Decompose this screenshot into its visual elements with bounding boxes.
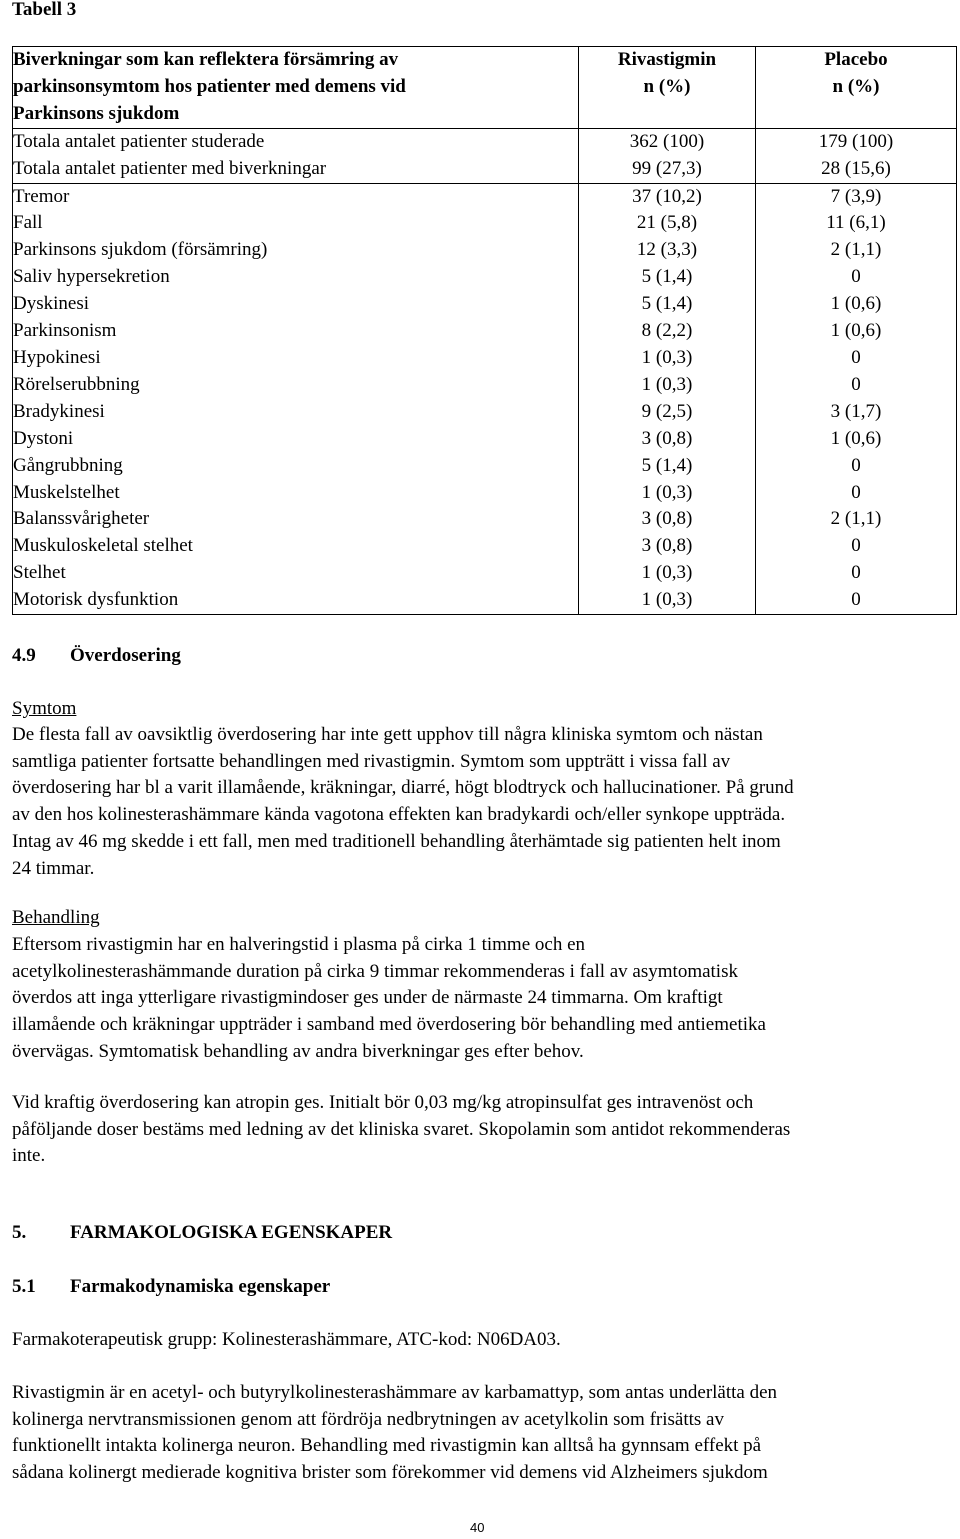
event-rivastigmin-value: 1 (0,3): [641, 589, 693, 611]
event-label: Saliv hypersekretion: [13, 266, 170, 288]
pharmacotherapeutic-group: Farmakoterapeutisk grupp: Kolinesterashämmare, ATC-kod: N06DA03.: [12, 1329, 561, 1350]
header-placebo: Placebo n (%): [756, 47, 957, 129]
event-placebo-value: 0: [851, 266, 861, 288]
symtom-paragraph: De flesta fall av oavsiktlig överdosering har inte gett upphov till några kliniska symtom och nästan samtliga patienter fortsatte behandlingen med rivastigmin. Symtom som uppträtt i vissa fall av överdosering har bl a varit illamående, kräkningar, diarré, högt blodtryck och hallucinationer. På grund av den hos kolinesterashämmare kända vagotona effekten kan bradykardi och/eller synkope uppträda. Intag av 46 mg skedde i ett fall, men med traditionell behandling återhämtade sig patienten helt inom 24 timmar.: [12, 724, 794, 879]
event-placebo-value: 0: [851, 454, 861, 476]
behandling-heading: Behandling: [12, 907, 100, 928]
event-rivastigmin-value: 3 (0,8): [641, 508, 693, 530]
event-placebo-value: 0: [851, 562, 861, 584]
event-rivastigmin-value: 1 (0,3): [641, 373, 693, 395]
totals-placebo: 179 (100) 28 (15,6): [756, 128, 957, 183]
section-5-heading: 5. FARMAKOLOGISKA EGENSKAPER: [12, 1222, 393, 1243]
event-placebo-value: 0: [851, 373, 861, 395]
event-placebo-values: [756, 183, 957, 615]
event-placebo-value: 11 (6,1): [826, 212, 886, 234]
page-number: 40: [470, 1520, 485, 1535]
event-label: Fall: [13, 212, 43, 234]
event-label: Bradykinesi: [13, 400, 105, 422]
event-rivastigmin-value: 5 (1,4): [641, 454, 693, 476]
event-placebo-value: 2 (1,1): [830, 239, 882, 261]
event-placebo-value: 0: [851, 589, 861, 611]
event-label: Motorisk dysfunktion: [13, 589, 179, 611]
header-description: Biverkningar som kan reflektera försämring av parkinsonsymtom hos patienter med demens vid Parkinsons sjukdom: [13, 47, 579, 129]
event-rivastigmin-value: 3 (0,8): [641, 535, 693, 557]
event-label: Muskelstelhet: [13, 481, 120, 503]
table-header-row: [13, 47, 957, 129]
event-rivastigmin-value: 1 (0,3): [641, 481, 693, 503]
section-4-9-heading: 4.9 Överdosering: [12, 645, 181, 666]
table-row-events: [13, 183, 957, 615]
event-rivastigmin-value: 5 (1,4): [641, 293, 693, 315]
atropin-paragraph: Vid kraftig överdosering kan atropin ges. Initialt bör 0,03 mg/kg atropinsulfat ges intravenöst och påföljande doser bestäms med ledning av det kliniska svaret. Skopolamin som antidot rekommenderas inte.: [12, 1092, 791, 1167]
section-5-1-heading: 5.1 Farmakodynamiska egenskaper: [12, 1276, 331, 1297]
event-rivastigmin-value: 21 (5,8): [636, 212, 698, 234]
behandling-paragraph: Eftersom rivastigmin har en halveringstid i plasma på cirka 1 timme och en acetylkolinesterashämmande duration på cirka 9 timmar rekommenderas i fall av asymtomatisk överdos att inga ytterligare rivastigmindoser ges under de närmaste 24 timmarna. Om kraftigt illamående och kräkningar uppträder i samband med överdosering bör behandling med antiemetika övervägas. Symtomatisk behandling av andra biverkningar ges efter behov.: [12, 934, 766, 1062]
event-label: Tremor: [13, 185, 70, 207]
event-label: Rörelserubbning: [13, 373, 140, 395]
event-label: Dystoni: [13, 427, 74, 449]
table-caption: Tabell 3: [12, 0, 77, 20]
event-placebo-value: 0: [851, 535, 861, 557]
event-rivastigmin-values: [579, 183, 756, 615]
event-label: Muskuloskeletal stelhet: [13, 535, 193, 557]
table-row-totals: [13, 128, 957, 183]
event-label: Parkinsons sjukdom (försämring): [13, 239, 268, 261]
event-placebo-value: 1 (0,6): [830, 427, 882, 449]
event-label: Parkinsonism: [13, 320, 117, 342]
adverse-events-table: [12, 46, 957, 615]
event-rivastigmin-value: 1 (0,3): [641, 346, 693, 368]
event-rivastigmin-value: 37 (10,2): [632, 185, 702, 207]
event-placebo-value: 0: [851, 481, 861, 503]
event-placebo-value: 0: [851, 346, 861, 368]
header-rivastigmin: Rivastigmin n (%): [579, 47, 756, 129]
event-placebo-value: 7 (3,9): [830, 185, 882, 207]
event-rivastigmin-value: 12 (3,3): [636, 239, 698, 261]
event-rivastigmin-value: 1 (0,3): [641, 562, 693, 584]
totals-rivastigmin: 362 (100) 99 (27,3): [579, 128, 756, 183]
event-label: Dyskinesi: [13, 293, 89, 315]
event-labels: [13, 183, 579, 615]
event-rivastigmin-value: 5 (1,4): [641, 266, 693, 288]
event-label: Balanssvårigheter: [13, 508, 150, 530]
event-rivastigmin-value: 8 (2,2): [641, 320, 693, 342]
event-rivastigmin-value: 9 (2,5): [641, 400, 693, 422]
event-rivastigmin-value: 3 (0,8): [641, 427, 693, 449]
event-placebo-value: 1 (0,6): [830, 320, 882, 342]
event-placebo-value: 2 (1,1): [830, 508, 882, 530]
mechanism-paragraph: Rivastigmin är en acetyl- och butyrylkolinesterashämmare av karbamattyp, som antas underlätta den kolinerga nervtransmissionen genom att fördröja nedbrytningen av acetylkolin som frisätts av funktionellt intakta kolinerga neuron. Behandling med rivastigmin kan alltså ha gynnsam effekt på sådana kolinergt medierade kognitiva brister som förekommer vid demens vid Alzheimers sjukdom: [12, 1382, 778, 1484]
event-label: Gångrubbning: [13, 454, 123, 476]
event-placebo-value: 1 (0,6): [830, 293, 882, 315]
document-page: [12, 0, 956, 1484]
event-label: Hypokinesi: [13, 346, 101, 368]
event-label: Stelhet: [13, 562, 66, 584]
symtom-heading: Symtom: [12, 698, 77, 719]
totals-labels: Totala antalet patienter studerade Totala antalet patienter med biverkningar: [13, 128, 579, 183]
event-placebo-value: 3 (1,7): [830, 400, 882, 422]
